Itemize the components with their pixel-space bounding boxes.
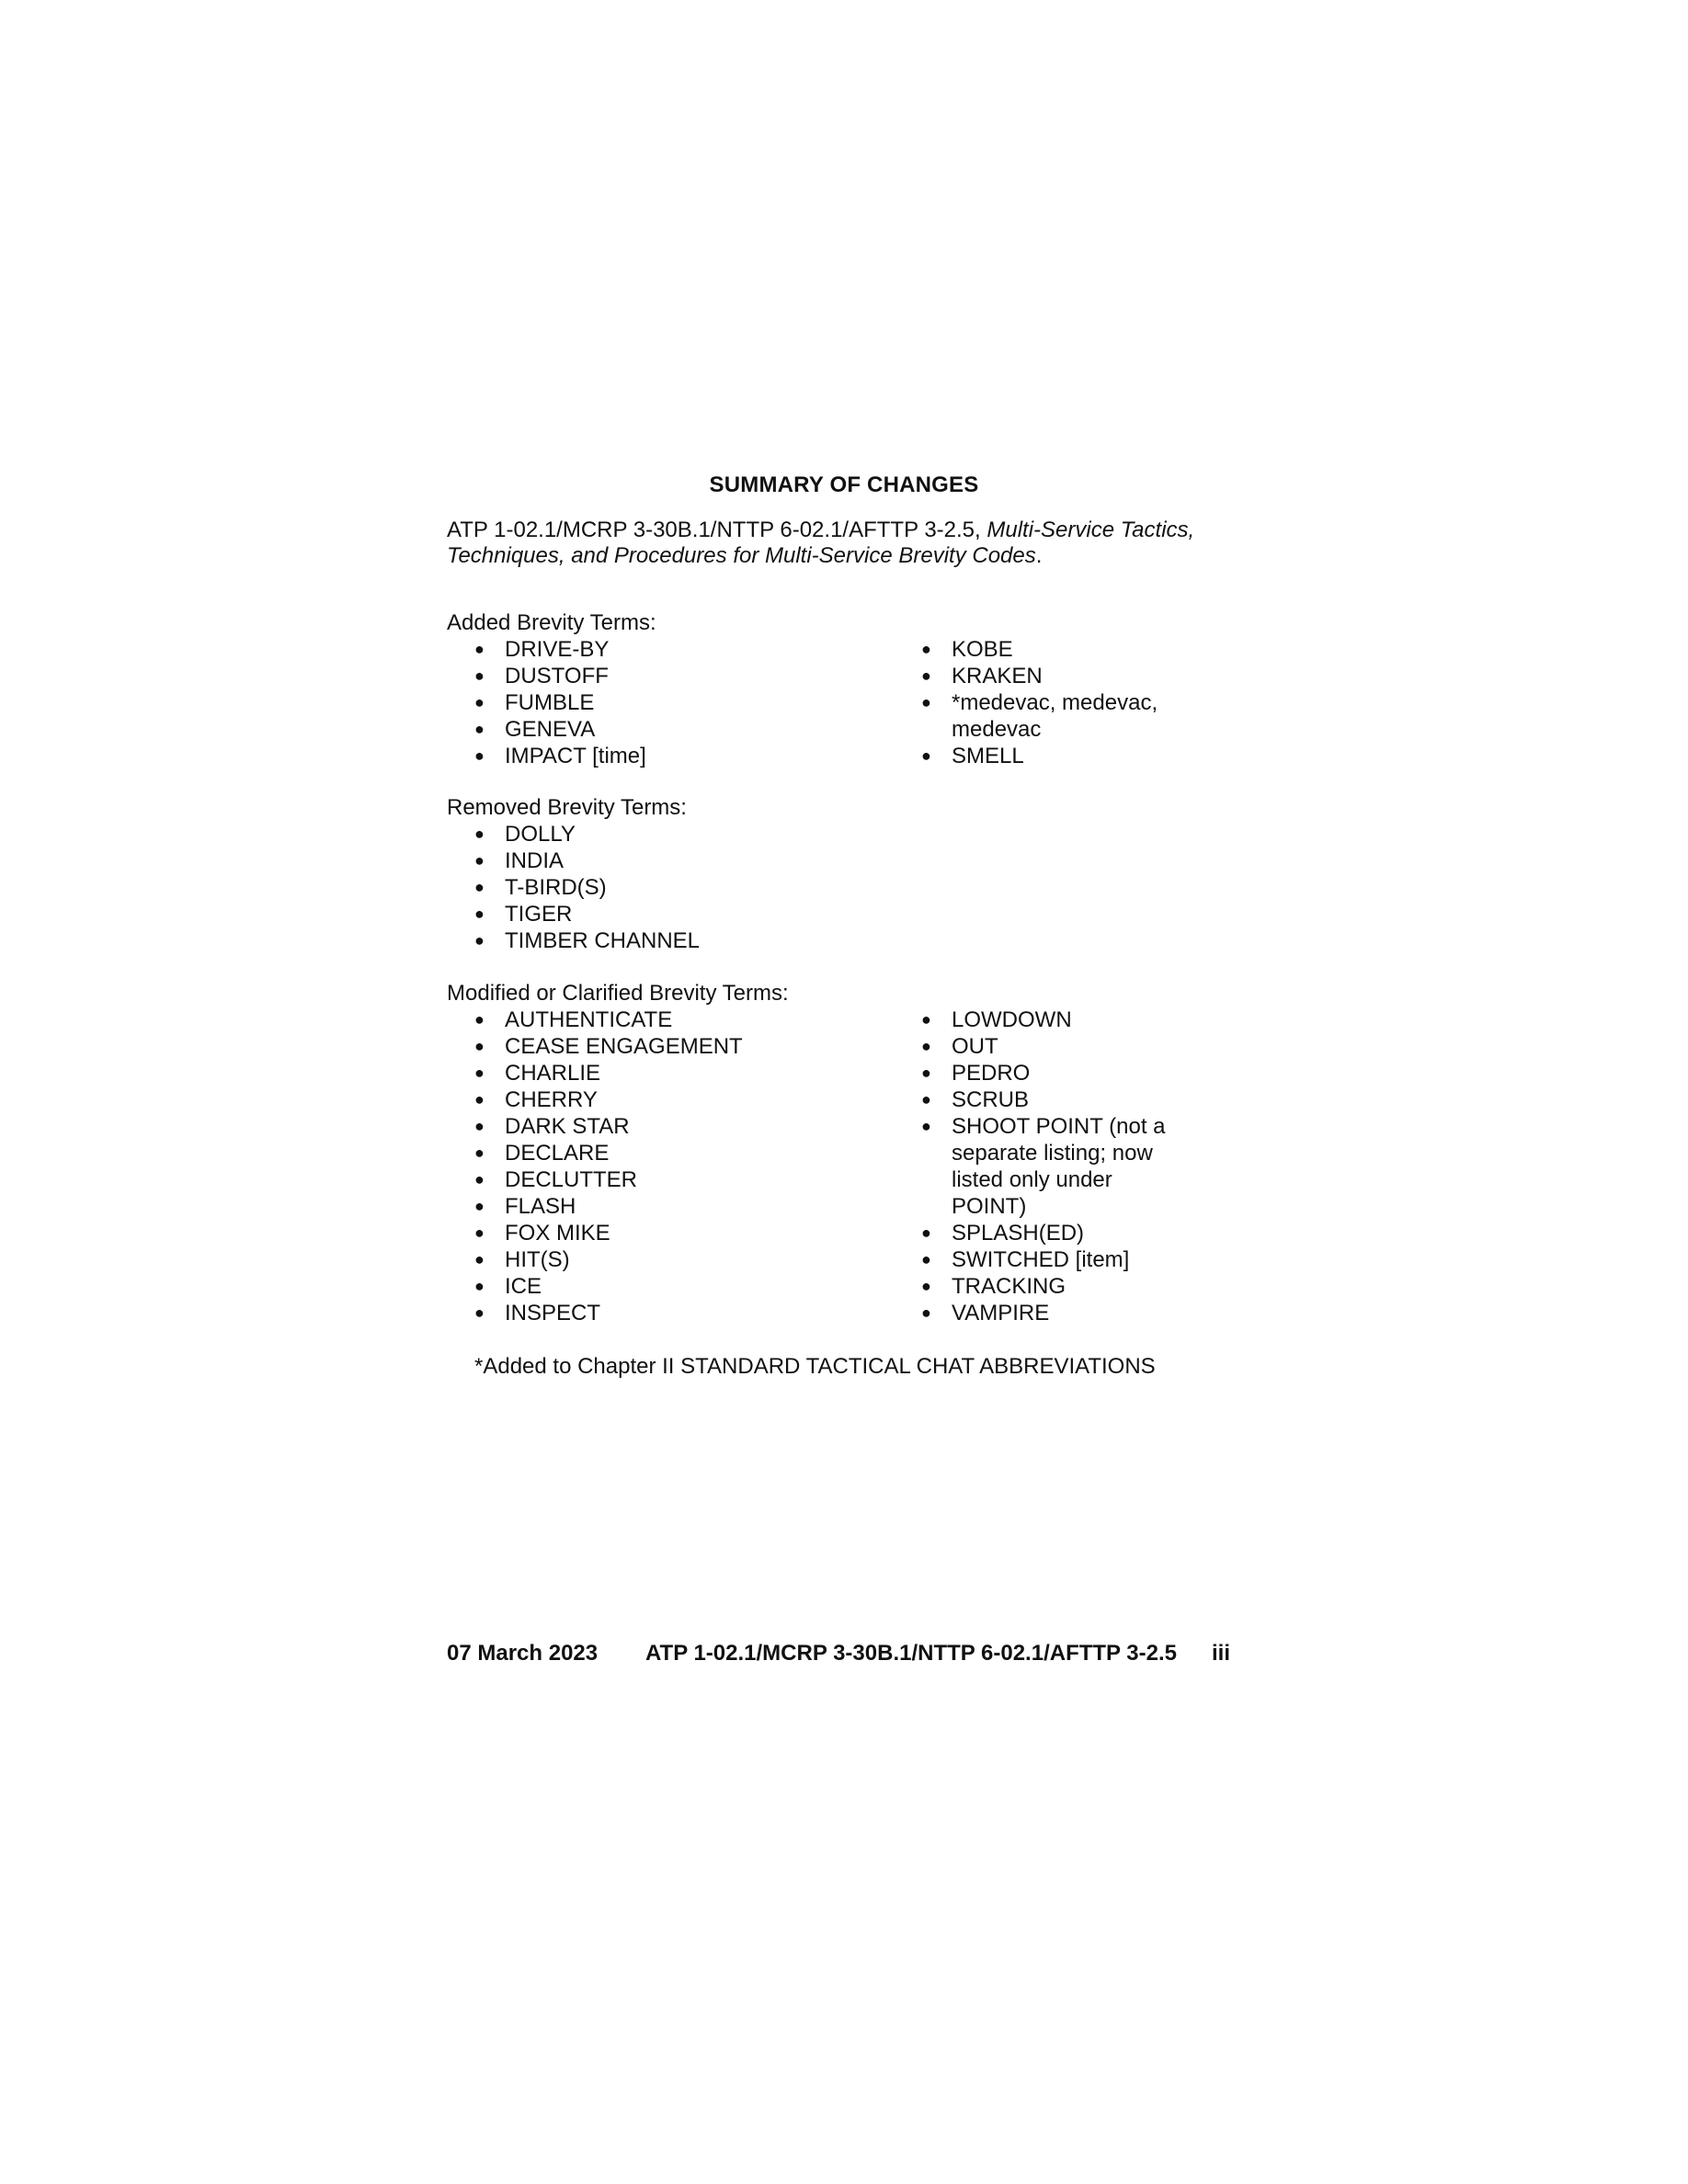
bullet-icon: ●	[921, 746, 931, 765]
list-item-text: LOWDOWN	[952, 1007, 1072, 1032]
list-item	[447, 1246, 888, 1273]
list-item	[894, 1273, 1188, 1300]
modified-terms-heading: Modified or Clarified Brevity Terms:	[447, 981, 789, 1006]
added-terms-list-right	[894, 636, 1169, 769]
list-item-text: SMELL	[952, 744, 1024, 768]
removed-terms-heading: Removed Brevity Terms:	[447, 795, 687, 820]
list-item	[447, 1140, 888, 1166]
bullet-icon: ●	[921, 1303, 931, 1322]
bullet-icon: ●	[474, 904, 485, 923]
page-title: SUMMARY OF CHANGES	[709, 472, 979, 497]
footer-date: 07 March 2023	[447, 1641, 599, 1666]
bullet-icon: ●	[474, 1117, 485, 1135]
list-item-text: ICE	[505, 1274, 542, 1299]
added-terms-list-left	[447, 636, 888, 769]
bullet-icon: ●	[921, 1064, 931, 1082]
list-item	[894, 1060, 1188, 1086]
removed-terms-list	[447, 821, 888, 954]
list-item	[447, 1060, 888, 1086]
bullet-icon: ●	[474, 1250, 485, 1268]
list-item	[447, 821, 888, 847]
list-item	[447, 1193, 888, 1220]
list-item	[447, 1007, 888, 1033]
bullet-icon: ●	[921, 1010, 931, 1029]
list-item-text: KRAKEN	[952, 664, 1043, 688]
footer-page-number: iii	[1212, 1641, 1231, 1666]
list-item	[447, 1166, 888, 1193]
list-item	[894, 1300, 1188, 1326]
list-item	[447, 716, 888, 743]
list-item-text: DUSTOFF	[505, 664, 609, 688]
list-item	[894, 1113, 1188, 1220]
list-item-text: DRIVE-BY	[505, 637, 610, 662]
bullet-icon: ●	[474, 851, 485, 870]
intro-title-italic: Multi-Service Tactics, Techniques, and Procedures for Multi-Service Brevity Codes	[447, 518, 1195, 568]
list-item-text: T-BIRD(S)	[505, 875, 607, 900]
list-item-text: SCRUB	[952, 1087, 1030, 1112]
list-item-text: CEASE ENGAGEMENT	[505, 1034, 743, 1059]
bullet-icon: ●	[474, 746, 485, 765]
bullet-icon: ●	[474, 1223, 485, 1242]
modified-terms-list-right	[894, 1007, 1188, 1326]
list-item-text: HIT(S)	[505, 1247, 570, 1272]
bullet-icon: ●	[474, 1303, 485, 1322]
list-item-text: VAMPIRE	[952, 1301, 1050, 1325]
bullet-icon: ●	[474, 1010, 485, 1029]
list-item-text: DARK STAR	[505, 1114, 630, 1139]
list-item-text: OUT	[952, 1034, 998, 1059]
bullet-icon: ●	[474, 931, 485, 950]
bullet-icon: ●	[474, 1064, 485, 1082]
list-item-text: FUMBLE	[505, 690, 595, 715]
list-item	[447, 847, 888, 874]
bullet-icon: ●	[921, 1277, 931, 1295]
bullet-icon: ●	[474, 825, 485, 843]
list-item	[447, 1273, 888, 1300]
list-item-text: CHERRY	[505, 1087, 598, 1112]
bullet-icon: ●	[921, 640, 931, 658]
bullet-icon: ●	[921, 1117, 931, 1135]
intro-paragraph	[447, 518, 1256, 569]
list-item	[447, 874, 888, 901]
list-item	[447, 663, 888, 689]
list-item	[894, 1246, 1188, 1273]
bullet-icon: ●	[921, 1223, 931, 1242]
list-item	[894, 1086, 1188, 1113]
list-item-text: FOX MIKE	[505, 1221, 610, 1246]
bullet-icon: ●	[921, 693, 931, 711]
bullet-icon: ●	[474, 1277, 485, 1295]
list-item	[447, 689, 888, 716]
list-item-text: TRACKING	[952, 1274, 1066, 1299]
list-item-text: SHOOT POINT (not a separate listing; now listed only under POINT)	[952, 1114, 1166, 1219]
bullet-icon: ●	[474, 640, 485, 658]
list-item-text: KOBE	[952, 637, 1013, 662]
list-item	[894, 743, 1169, 769]
footer-publication: ATP 1-02.1/MCRP 3-30B.1/NTTP 6-02.1/AFTTP 3-2.5	[645, 1641, 1177, 1666]
bullet-icon: ●	[474, 1037, 485, 1055]
bullet-icon: ●	[921, 666, 931, 685]
list-item	[447, 636, 888, 663]
list-item	[447, 743, 888, 769]
list-item	[447, 927, 888, 954]
list-item-text: FLASH	[505, 1194, 576, 1219]
bullet-icon: ●	[474, 720, 485, 738]
list-item	[894, 663, 1169, 689]
list-item	[894, 1033, 1188, 1060]
list-item-text: TIGER	[505, 902, 573, 927]
list-item	[894, 636, 1169, 663]
list-item-text: GENEVA	[505, 717, 596, 742]
list-item	[894, 1220, 1188, 1246]
list-item	[894, 1007, 1188, 1033]
list-item-text: DECLARE	[505, 1141, 610, 1166]
bullet-icon: ●	[921, 1090, 931, 1109]
list-item-text: *medevac, medevac, medevac	[952, 690, 1158, 742]
list-item	[447, 901, 888, 927]
added-terms-heading: Added Brevity Terms:	[447, 610, 656, 635]
list-item	[447, 1300, 888, 1326]
bullet-icon: ●	[921, 1037, 931, 1055]
list-item	[447, 1086, 888, 1113]
list-item-text: SPLASH(ED)	[952, 1221, 1085, 1246]
intro-prefix: ATP 1-02.1/MCRP 3-30B.1/NTTP 6-02.1/AFTTP 3-2.5,	[447, 518, 987, 542]
bullet-icon: ●	[474, 1197, 485, 1215]
intro-suffix: .	[1035, 543, 1043, 568]
list-item-text: TIMBER CHANNEL	[505, 928, 701, 953]
bullet-icon: ●	[474, 878, 485, 896]
list-item-text: AUTHENTICATE	[505, 1007, 673, 1032]
list-item-text: CHARLIE	[505, 1061, 601, 1086]
list-item-text: DECLUTTER	[505, 1167, 638, 1192]
list-item-text: INDIA	[505, 848, 565, 873]
list-item	[447, 1033, 888, 1060]
bullet-icon: ●	[921, 1250, 931, 1268]
bullet-icon: ●	[474, 693, 485, 711]
list-item	[447, 1113, 888, 1140]
bullet-icon: ●	[474, 1143, 485, 1162]
list-item-text: PEDRO	[952, 1061, 1031, 1086]
modified-terms-list-left	[447, 1007, 888, 1326]
list-item-text: INSPECT	[505, 1301, 601, 1325]
list-item-text: IMPACT [time]	[505, 744, 646, 768]
list-item	[447, 1220, 888, 1246]
bullet-icon: ●	[474, 1090, 485, 1109]
footnote: *Added to Chapter II STANDARD TACTICAL CHAT ABBREVIATIONS	[474, 1354, 1156, 1379]
bullet-icon: ●	[474, 666, 485, 685]
bullet-icon: ●	[474, 1170, 485, 1189]
list-item-text: DOLLY	[505, 822, 576, 847]
list-item-text: SWITCHED [item]	[952, 1247, 1130, 1272]
list-item	[894, 689, 1169, 743]
